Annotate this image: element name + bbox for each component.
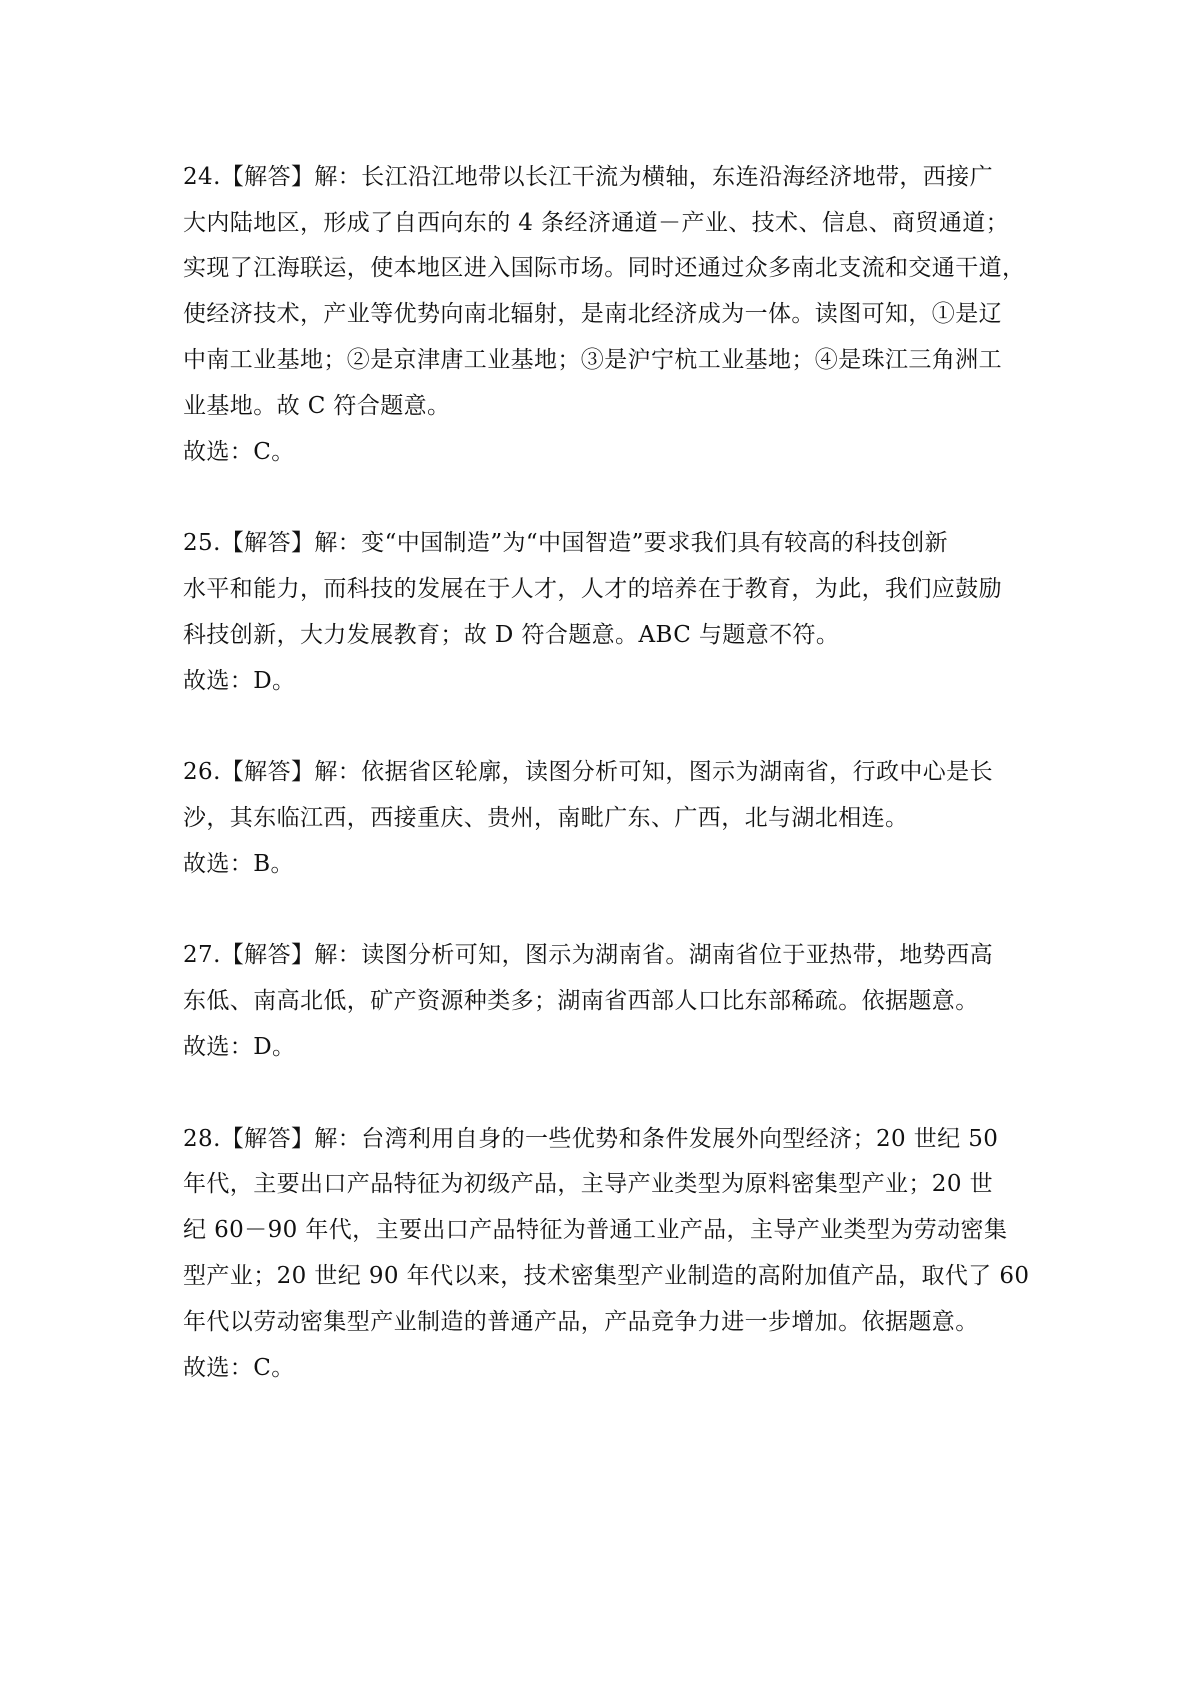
answer-28-line-4: 型产业；20 世纪 90 年代以来，技术密集型产业制造的高附加值产品，取代了 60 [183,1263,1030,1289]
answer-27-line-2: 东低、南高北低，矿产资源种类多；湖南省西部人口比东部稀疏。依据题意。 [183,988,979,1014]
answer-28-line-5: 年代以劳动密集型产业制造的普通产品，产品竞争力进一步增加。依据题意。 [183,1309,979,1335]
answer-24-line-4: 使经济技术，产业等优势向南北辐射，是南北经济成为一体。读图可知，①是辽 [183,301,1002,327]
answer-24-line-5: 中南工业基地；②是京津唐工业基地；③是沪宁杭工业基地；④是珠江三角洲工 [183,347,1002,373]
answer-24-choice: 故选：C。 [183,439,295,465]
answer-28-choice: 故选：C。 [183,1355,295,1381]
answer-25-line-2: 水平和能力，而科技的发展在于人才，人才的培养在于教育，为此，我们应鼓励 [183,576,1002,602]
answer-28-line-1: 28.【解答】解：台湾利用自身的一些优势和条件发展外向型经济；20 世纪 50 [183,1126,999,1152]
answer-28-line-3: 纪 60－90 年代，主要出口产品特征为普通工业产品，主导产业类型为劳动密集 [183,1217,1008,1243]
answer-24-line-1: 24.【解答】解：长江沿江地带以长江干流为横轴，东连沿海经济地带，西接广 [183,164,993,190]
answer-26-line-1: 26.【解答】解：依据省区轮廓，读图分析可知，图示为湖南省，行政中心是长 [183,759,993,785]
answer-27-choice: 故选：D。 [183,1034,296,1060]
answer-26-line-2: 沙，其东临江西，西接重庆、贵州，南毗广东、广西，北与湖北相连。 [183,805,909,831]
answer-24-line-6: 业基地。故 C 符合题意。 [183,393,451,419]
answer-25-line-3: 科技创新，大力发展教育；故 D 符合题意。ABC 与题意不符。 [183,622,840,648]
answer-28-line-2: 年代，主要出口产品特征为初级产品，主导产业类型为原料密集型产业；20 世 [183,1171,993,1197]
answer-25-choice: 故选：D。 [183,668,296,694]
answer-27-line-1: 27.【解答】解：读图分析可知，图示为湖南省。湖南省位于亚热带，地势西高 [183,942,993,968]
answer-25-line-1: 25.【解答】解：变“中国制造”为“中国智造”要求我们具有较高的科技创新 [183,530,949,556]
answer-24-line-3: 实现了江海联运，使本地区进入国际市场。同时还通过众多南北支流和交通干道， [183,255,1026,281]
answer-24-line-2: 大内陆地区，形成了自西向东的 4 条经济通道－产业、技术、信息、商贸通道； [183,210,1010,236]
answer-26-choice: 故选：B。 [183,851,294,877]
